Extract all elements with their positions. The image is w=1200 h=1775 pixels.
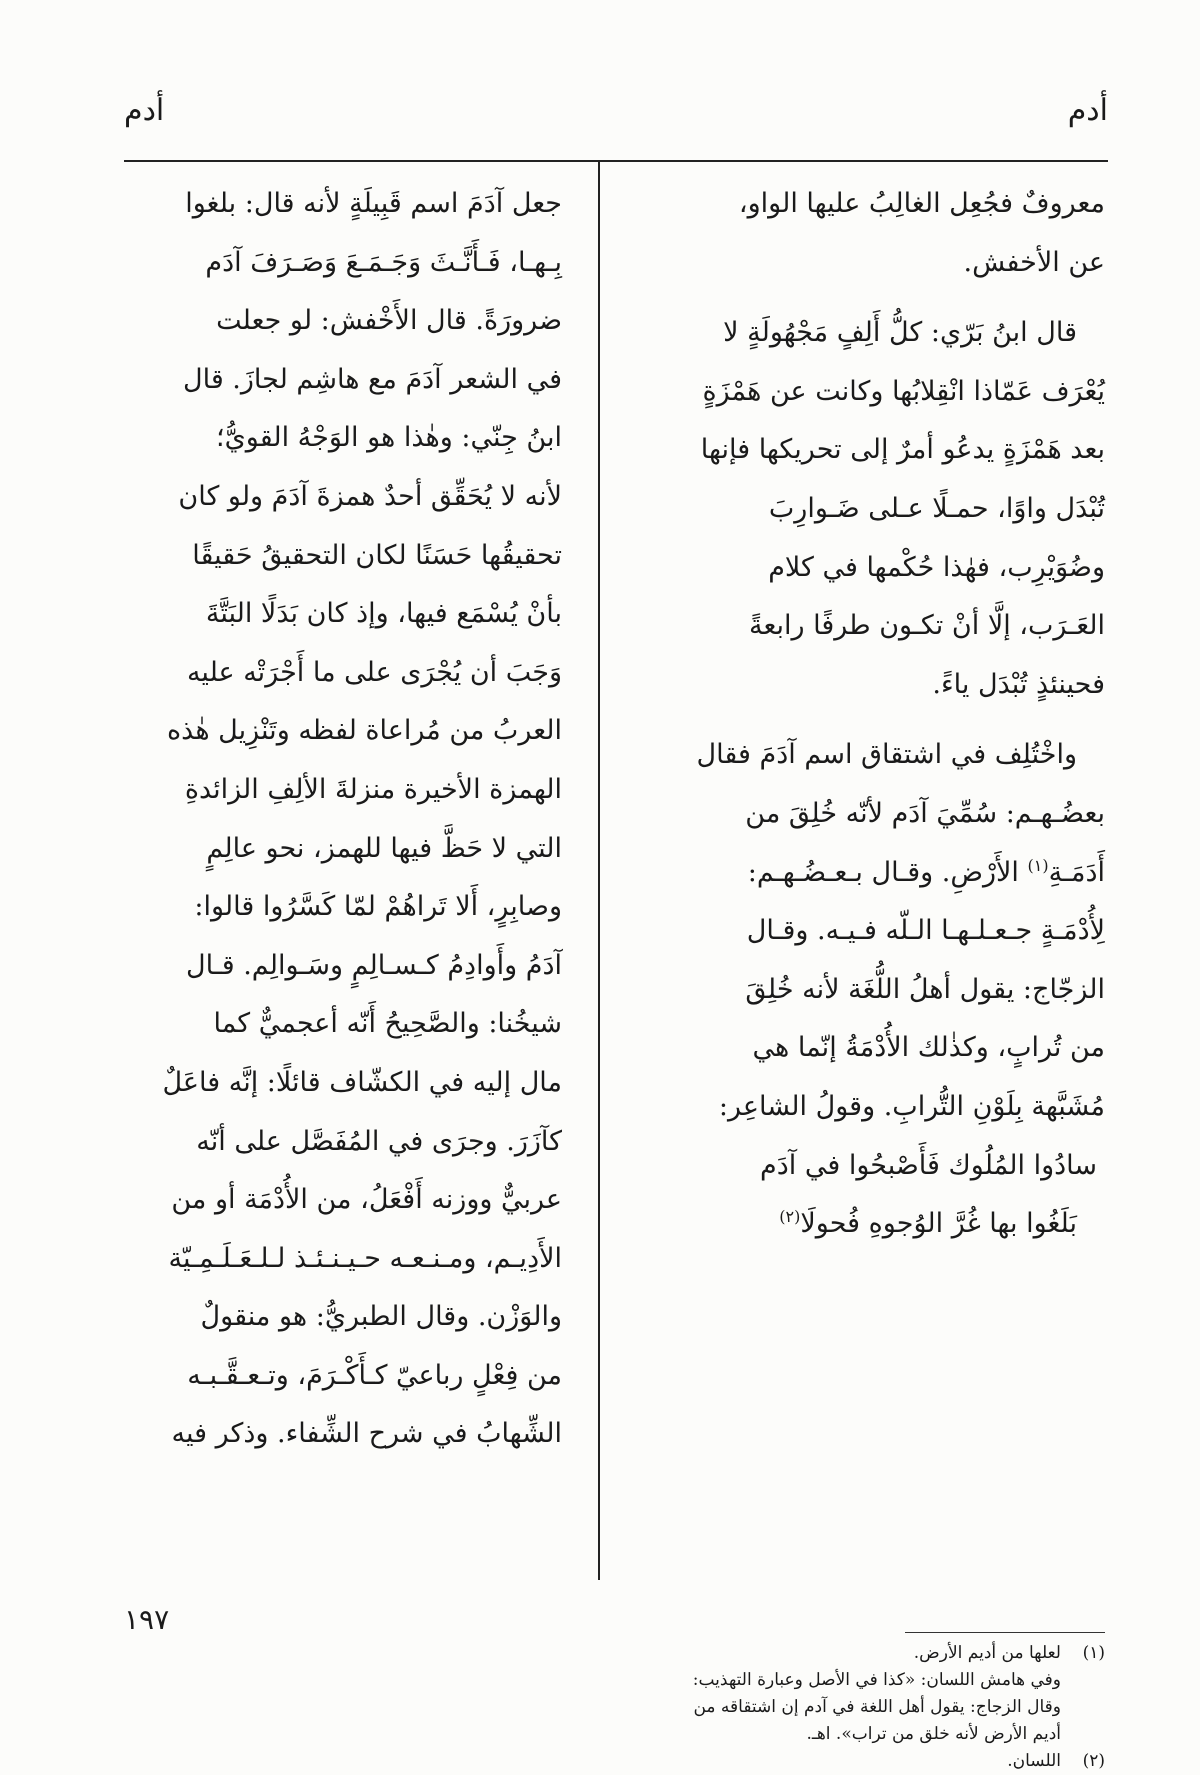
text-line: بعضُـهـم: سُمِّيَ آدَم لأنّه خُلِقَ من <box>745 797 1105 829</box>
text-line: فحينئذٍ تُبْدَل ياءً. <box>932 668 1105 700</box>
text-line: في الشعر آدَمَ مع هاشِم لجازَ. قال <box>182 363 562 395</box>
text-line: جعل آدَمَ اسم قَبِيلَةٍ لأنه قال: بلغوا <box>185 188 562 219</box>
verse-line <box>665 1195 1105 1254</box>
footnote-text: لعلها من أديم الأرض. <box>913 1643 1061 1663</box>
text-line: معروفٌ فجُعِل الغالِبُ عليها الواو، <box>738 188 1105 219</box>
left-column <box>124 175 562 1464</box>
text-line: بعد هَمْزَةٍ يدعُو أمرٌ إلى تحريكها فإنها <box>700 434 1105 466</box>
text-line: بأنْ يُسْمَع فيها، وإذ كان بَدَلًا البَتَّةَ <box>205 598 562 630</box>
text-line: الزجّاج: يقول أهلُ اللُّغَة لأنه خُلِقَ <box>745 973 1105 1005</box>
footnote-text: وقال الزجاج: يقول أهل اللغة في آدم إن اشتقاقه من <box>693 1697 1061 1717</box>
paragraph-4 <box>124 175 562 1464</box>
text-line: من فِعْلٍ رباعيّ كـأَكْـرَمَ، وتـعـقَّـبـه <box>187 1359 562 1391</box>
text-line: لأنه لا يُحَقِّق أحدٌ همزةَ آدَمَ ولو كان <box>178 480 562 512</box>
text-line: بِـهـا، فَـأَنَّـثَ وَجَـمَـعَ وَصَـرَفَ آدَم <box>205 246 562 278</box>
text-fragment: الأَرْضِ. وقـال بـعـضُـهـم: <box>747 856 1019 888</box>
footnote-marker: (١) <box>1027 855 1049 875</box>
right-column <box>665 175 1105 1254</box>
text-fragment: بَلَغُوا بها غُرَّ الوُجوهِ فُحولَا <box>800 1208 1077 1240</box>
text-line: وصابِرٍ، أَلا تَراهُمْ لمّا كَسَّرُوا قالوا: <box>194 891 562 923</box>
paragraph-2 <box>665 304 1105 714</box>
paragraph-3 <box>665 726 1105 1136</box>
footnote-marker: (٢) <box>779 1207 801 1227</box>
text-line: تحقيقُها حَسَنًا لكان التحقيقُ حَقيقًا <box>192 539 562 571</box>
text-line: عن الأخفش. <box>963 246 1105 278</box>
text-line: آدَمُ وأَوادِمُ كـسـالِمٍ وسَـوالِم. قـال <box>185 949 562 981</box>
footnote-text: اللسان. <box>1007 1751 1061 1771</box>
text-line: عربيٌّ ووزنه أَفْعَلُ، من الأُدْمَة أو من <box>171 1184 562 1216</box>
text-line: تُبْدَل واوًا، حمـلًا عـلى ضَـوارِبَ <box>768 492 1105 524</box>
text-line: مال إليه في الكشّاف قائلًا: إنَّه فاعَلٌ <box>162 1066 562 1098</box>
text-line: الهمزة الأخيرة منزلةَ الألِفِ الزائدةِ <box>184 773 562 805</box>
text-line: قال ابنُ بَرّي: كلُّ أَلِفٍ مَجْهُولَةٍ لا <box>723 317 1077 349</box>
footnote-1 <box>665 1640 1105 1748</box>
page-number: ١٩٧ <box>124 1603 170 1636</box>
text-line: شيخُنا: والصَّحِيحُ أَنّه أعجميٌّ كما <box>213 1008 562 1040</box>
text-line: من تُرابٍ، وكذٰلك الأُدْمَةُ إنّما هي <box>752 1032 1105 1064</box>
footnote-number: (٢) <box>1082 1751 1105 1771</box>
verse-line: سادُوا المُلُوك فَأَصْبحُوا في آدَم <box>760 1149 1097 1181</box>
footnote-rule <box>905 1632 1105 1633</box>
text-line: الأَدِيـم، ومـنـعـه حـيـنـئـذ لـلـعَـلَـمِـيّة <box>168 1242 562 1274</box>
text-fragment: أَدَمَـةِ <box>1048 856 1105 888</box>
text-line: التي لا حَظَّ فيها للهمز، نحو عالِمٍ <box>206 832 562 864</box>
paragraph-1 <box>665 175 1105 292</box>
text-line: وضُوَيْرِب، فهٰذا حُكْمها في كلام <box>768 551 1105 583</box>
footnote-number: (١) <box>1082 1643 1105 1663</box>
text-line: والوَزْن. وقال الطبريُّ: هو منقولٌ <box>200 1301 562 1333</box>
header-rule <box>124 160 1108 162</box>
verse <box>665 1137 1105 1254</box>
footnote-2 <box>665 1748 1105 1775</box>
text-line: وَجَبَ أن يُجْرَى على ما أَجْرَتْه عليه <box>186 656 562 688</box>
text-line: العربُ من مُراعاة لفظه وتَنْزِيل هٰذه <box>167 715 562 747</box>
text-line: واخْتُلِف في اشتقاق اسم آدَمَ فقال <box>696 739 1077 771</box>
text-line: يُعْرَف عَمّاذا انْقِلابُها وكانت عن هَمْزَةٍ <box>702 375 1105 407</box>
text-line: لِأُدْمَـةٍ جـعـلـهـا الـلّه فـيـه. وقـال <box>746 915 1105 947</box>
text-line: مُشَبَّهة بِلَوْنِ التُّرابِ. وقولُ الشاعِر: <box>718 1090 1105 1122</box>
running-head-right: أدم <box>1067 93 1108 128</box>
footnotes <box>665 1640 1105 1775</box>
running-head-left: أدم <box>124 93 165 128</box>
text-line: العَـرَب، إلَّا أنْ تكـون طرفًا رابعةً <box>748 610 1105 642</box>
text-line: ضرورَةً. قال الأَخْفش: لو جعلت <box>216 305 562 337</box>
footnote-text: أديم الأرض لأنه خلق من تراب». اهـ. <box>806 1724 1061 1744</box>
text-line <box>665 844 1105 903</box>
text-line: كآزَرَ. وجرَى في المُفَصَّل على أنّه <box>196 1125 562 1157</box>
text-line: الشِّهابُ في شرح الشِّفاء. وذكر فيه <box>171 1418 562 1450</box>
text-line: ابنُ جِنّي: وهٰذا هو الوَجْهُ القويُّ؛ <box>216 422 562 454</box>
footnote-text: وفي هامش اللسان: «كذا في الأصل وعبارة التهذيب: <box>692 1670 1061 1690</box>
column-divider <box>598 160 600 1580</box>
